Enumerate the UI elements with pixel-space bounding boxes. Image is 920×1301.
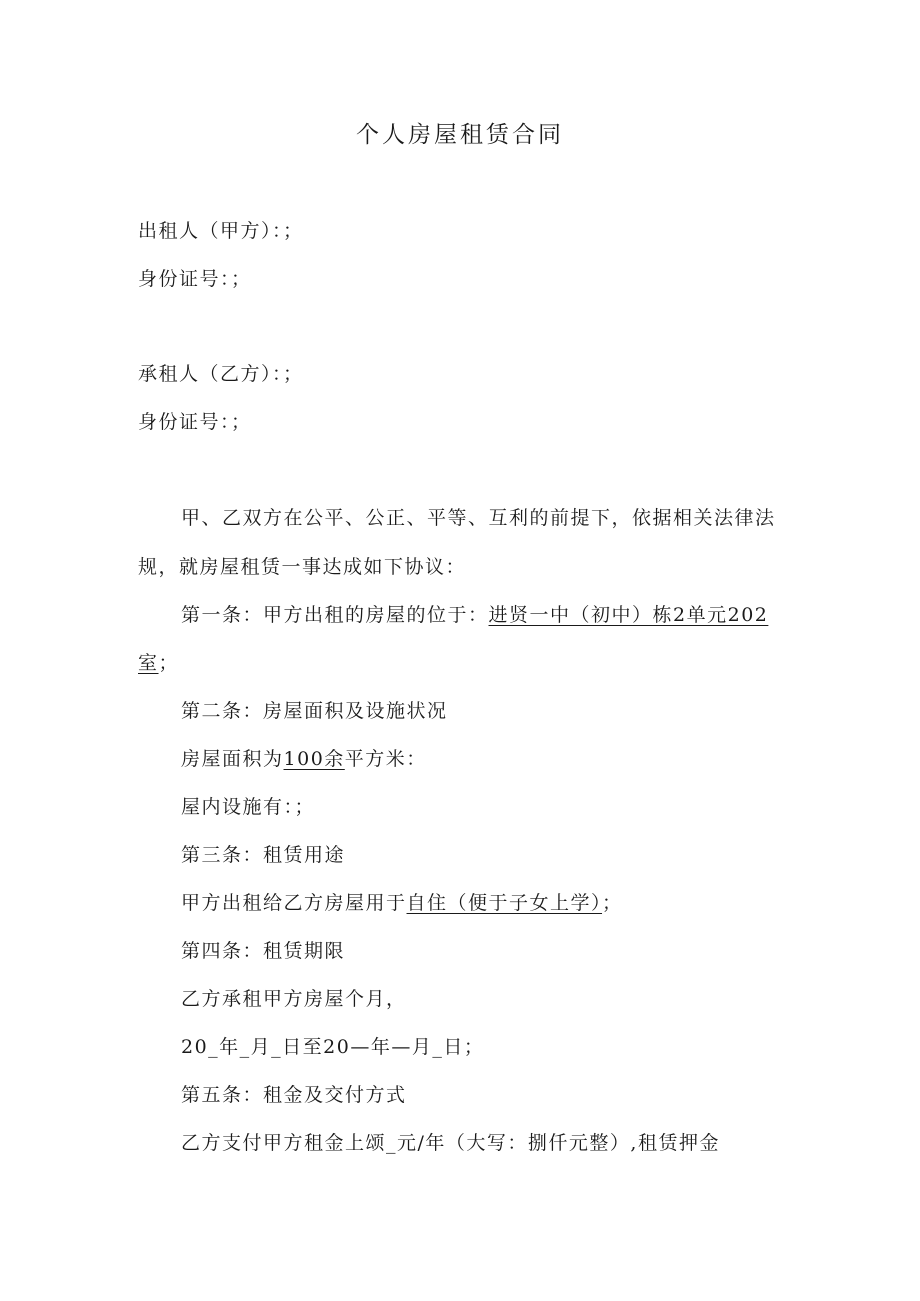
article-5-heading: 第五条：租金及交付方式: [181, 1084, 407, 1106]
article-1-location-part-2: 室: [138, 652, 159, 674]
article-2-facilities: 屋内设施有：；: [181, 796, 316, 818]
lessee-label: 承租人（乙方）：；: [138, 363, 304, 385]
article-2-area: [181, 746, 427, 772]
page-title: 个人房屋租赁合同: [356, 122, 564, 148]
use-suffix: ；: [602, 892, 623, 914]
area-prefix: 房屋面积为: [181, 748, 284, 770]
article-4-heading: 第四条：租赁期限: [181, 940, 346, 962]
article-1-line-1: [181, 602, 768, 628]
use-value: 自住（便于子女上学）: [406, 892, 603, 914]
article-1-suffix: ；: [158, 652, 180, 674]
area-suffix: 平方米：: [344, 748, 427, 770]
area-value: 100余: [283, 748, 345, 770]
article-3-heading: 第三条：租赁用途: [181, 844, 346, 866]
article-1-location-part-1: 进贤一中（初中）栋2单元202: [488, 604, 769, 626]
preamble-line-1: 甲、乙双方在公平、公正、平等、互利的前提下，依据相关法律法: [181, 507, 776, 529]
article-3-use: [181, 890, 623, 916]
article-4-dates: 20_年_月_日至20—年—月_日；: [181, 1036, 485, 1058]
article-2-heading: 第二条：房屋面积及设施状况: [181, 700, 448, 722]
article-4-term: 乙方承租甲方房屋个月，: [181, 988, 407, 1010]
lessor-label: 出租人（甲方）：；: [138, 220, 304, 242]
preamble-line-2: 规，就房屋租赁一事达成如下协议：: [138, 556, 467, 578]
lessee-id-label: 身份证号：；: [138, 411, 252, 433]
article-5-rent: 乙方支付甲方租金上颂_元/年（大写：捌仟元整）,租赁押金: [181, 1132, 720, 1154]
use-prefix: 甲方出租给乙方房屋用于: [181, 892, 407, 914]
lessor-id-label: 身份证号：；: [138, 268, 252, 290]
article-1-line-2: [138, 650, 179, 676]
article-1-prefix: 第一条：甲方出租的房屋的位于：: [181, 604, 489, 626]
